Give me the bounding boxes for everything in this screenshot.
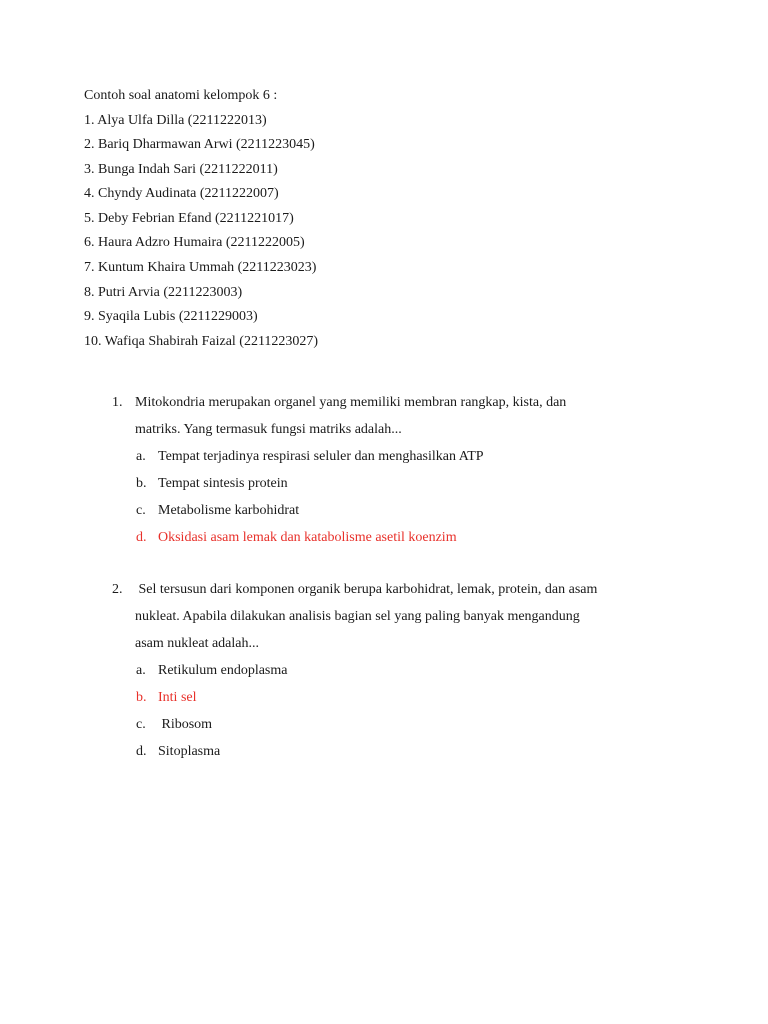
question-line [112, 576, 672, 603]
member-list [84, 111, 704, 352]
option-letter: d. [136, 744, 147, 759]
member-item: 4. Chyndy Audinata (2211222007) [84, 186, 279, 202]
answer-option-c [112, 711, 672, 738]
answer-option-b-correct [112, 684, 672, 711]
question-line [112, 603, 672, 630]
member-item: 9. Syaqila Lubis (2211229003) [84, 309, 258, 325]
answer-option-b [112, 470, 672, 497]
question-line [112, 389, 672, 416]
answer-option-a [112, 657, 672, 684]
option-text: Oksidasi asam lemak dan katabolisme asetil koenzim [158, 530, 457, 545]
member-item: 7. Kuntum Khaira Ummah (2211223023) [84, 260, 317, 276]
option-letter: c. [136, 503, 146, 518]
answer-option-c [112, 497, 672, 524]
option-text: Tempat sintesis protein [158, 476, 288, 491]
member-item: 8. Putri Arvia (2211223003) [84, 284, 243, 300]
option-letter: d. [136, 530, 147, 545]
option-text: Metabolisme karbohidrat [158, 503, 300, 518]
answer-option-d [112, 738, 672, 765]
question-2 [112, 576, 672, 765]
option-text: Inti sel [158, 690, 197, 705]
question-text: Sel tersusun dari komponen organik berupa karbohidrat, lemak, protein, dan asam [135, 582, 598, 597]
document-title: Contoh soal anatomi kelompok 6 : [84, 88, 278, 103]
option-letter: b. [136, 690, 147, 705]
member-item: 5. Deby Febrian Efand (2211221017) [84, 210, 294, 226]
member-item: 10. Wafiqa Shabirah Faizal (2211223027) [84, 333, 319, 349]
question-line [112, 630, 672, 657]
option-letter: c. [136, 717, 146, 732]
question-text: Mitokondria merupakan organel yang memiliki membran rangkap, kista, dan [135, 395, 567, 410]
option-text: Sitoplasma [158, 744, 221, 759]
member-item: 3. Bunga Indah Sari (2211222011) [84, 161, 278, 177]
question-line [112, 416, 672, 443]
option-text: Tempat terjadinya respirasi seluler dan menghasilkan ATP [158, 449, 484, 464]
question-number: 2. [112, 582, 123, 597]
member-item: 1. Alya Ulfa Dilla (2211222013) [84, 112, 267, 128]
question-text: matriks. Yang termasuk fungsi matriks adalah... [135, 422, 402, 437]
group-header [84, 86, 704, 356]
answer-option-a [112, 443, 672, 470]
option-letter: a. [136, 663, 146, 678]
option-text: Retikulum endoplasma [158, 663, 288, 678]
member-item: 6. Haura Adzro Humaira (2211222005) [84, 235, 305, 251]
question-1 [112, 389, 672, 551]
answer-option-d-correct [112, 524, 672, 551]
question-number: 1. [112, 395, 123, 410]
member-item: 2. Bariq Dharmawan Arwi (2211223045) [84, 137, 315, 153]
question-text: asam nukleat adalah... [135, 636, 260, 651]
option-letter: b. [136, 476, 147, 491]
option-text: Ribosom [158, 717, 213, 732]
option-letter: a. [136, 449, 146, 464]
question-text: nukleat. Apabila dilakukan analisis bagian sel yang paling banyak mengandung [135, 609, 580, 624]
